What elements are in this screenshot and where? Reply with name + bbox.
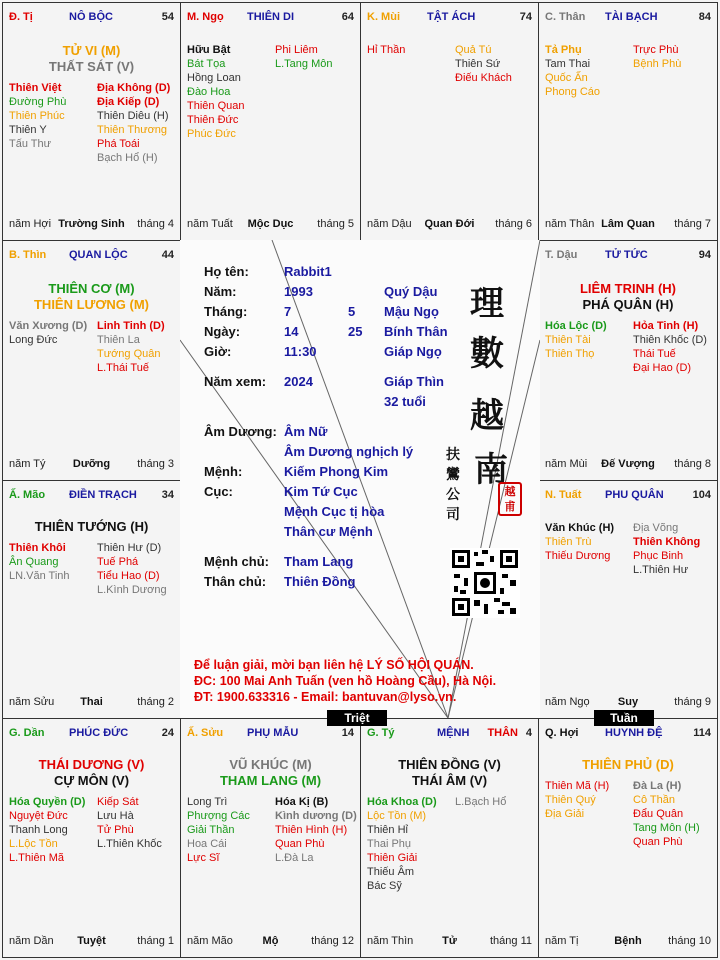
gio-label: Giờ: — [204, 344, 232, 359]
minor-star: Bệnh Phù — [633, 58, 682, 70]
truong-sinh-stage: Tuyệt — [77, 935, 106, 947]
minor-star: Thai Phụ — [367, 838, 412, 850]
left-star-column — [545, 43, 600, 99]
right-star-column — [275, 795, 357, 865]
branch-label: B. Thìn — [9, 249, 47, 261]
minor-star: Thiên Sứ — [455, 58, 501, 70]
minor-star: Địa Kiếp (D) — [97, 96, 160, 108]
branch-label: Ấ. Mão — [9, 489, 46, 501]
palace-header — [367, 11, 532, 25]
calligraphy-char: 越 — [470, 396, 504, 436]
palace-footer — [545, 458, 711, 472]
calligraphy-small-char: 司 — [446, 507, 460, 523]
minor-star: Thiên Thương — [97, 124, 168, 136]
gio-can-chi: Giáp Ngọ — [384, 344, 442, 359]
calligraphy-char: 南 — [474, 450, 508, 490]
minor-star: Thiên Đức — [187, 114, 239, 126]
month-label: tháng 7 — [674, 218, 711, 230]
palace-name: PHU QUÂN — [605, 489, 664, 501]
dai-van-number: 84 — [698, 11, 711, 23]
truong-sinh-stage: Mộ — [262, 935, 279, 947]
branch-label: Ấ. Sửu — [187, 727, 224, 739]
palace-footer — [9, 696, 174, 710]
month-label: tháng 9 — [674, 696, 711, 708]
right-star-column — [633, 319, 707, 375]
main-star: CỰ MÔN (V) — [53, 773, 130, 788]
palace-footer — [9, 935, 174, 949]
left-star-column — [367, 795, 437, 893]
minor-star: Địa Võng — [633, 522, 679, 534]
year-label: năm Tị — [545, 935, 579, 947]
am-duong-label: Âm Dương: — [204, 424, 277, 439]
minor-star: Thiên Trù — [545, 536, 592, 548]
palace-footer — [187, 218, 354, 232]
than-chu-label: Thân chủ: — [204, 574, 267, 589]
right-star-column — [97, 541, 167, 597]
minor-star: Quan Phù — [275, 838, 325, 850]
left-star-column — [187, 43, 244, 141]
minor-star: Hồng Loan — [187, 72, 241, 84]
main-star: THAM LANG (M) — [219, 773, 322, 788]
palace-cell[interactable] — [360, 2, 539, 241]
minor-star: Thiên Hư (D) — [97, 542, 162, 554]
calligraphy-small-char: 公 — [446, 487, 460, 503]
palace-header — [187, 11, 354, 25]
palace-header — [545, 11, 711, 25]
minor-star: Đẩu Quân — [633, 808, 684, 820]
right-star-column — [633, 43, 681, 71]
menh-chu-label: Mệnh chủ: — [204, 554, 269, 569]
branch-label: G. Dần — [9, 727, 45, 739]
month-label: tháng 1 — [137, 935, 174, 947]
branch-label: Q. Hợi — [545, 727, 579, 739]
year-label: năm Dần — [9, 935, 54, 947]
minor-star: L.Thiên Mã — [9, 852, 65, 864]
minor-star: Hóa Khoa (D) — [367, 796, 437, 808]
year-label: năm Mão — [187, 935, 233, 947]
minor-star: Tấu Thư — [9, 138, 52, 150]
cuc-note-1: Mệnh Cục tị hòa — [284, 504, 385, 519]
minor-star: Thanh Long — [9, 824, 68, 836]
minor-star: Lộc Tồn (M) — [367, 810, 427, 822]
minor-star: Đại Hao (D) — [633, 362, 692, 374]
minor-star: Thiên Khôi — [9, 542, 66, 554]
dai-van-number: 14 — [341, 727, 354, 739]
month-label: tháng 6 — [495, 218, 532, 230]
minor-star: Tiểu Hao (D) — [97, 570, 160, 582]
nam-xem-label: Năm xem: — [204, 374, 267, 389]
center-info-panel — [180, 240, 540, 718]
minor-star: Thiên Hình (H) — [275, 824, 348, 836]
contact-line-1: Để luận giải, mời bạn liên hệ LÝ SỐ HỘI QUÁN. — [194, 658, 474, 672]
minor-star: Hóa Kị (B) — [275, 796, 329, 808]
right-star-column — [97, 319, 165, 375]
palace-footer — [9, 218, 174, 232]
menh-chu-value: Tham Lang — [284, 554, 354, 569]
left-star-column — [9, 795, 85, 865]
palace-header — [545, 249, 711, 263]
palace-footer — [545, 935, 711, 949]
right-star-column — [97, 795, 162, 851]
minor-star: Tam Thai — [545, 58, 591, 70]
truong-sinh-stage: Trường Sinh — [58, 218, 125, 230]
palace-name: PHỤ MẪU — [247, 727, 299, 739]
year-label: năm Sửu — [9, 696, 55, 708]
palace-footer — [545, 218, 711, 232]
ngay-label: Ngày: — [204, 324, 241, 339]
minor-star: L.Lộc Tồn — [9, 838, 58, 850]
right-star-column — [97, 81, 170, 165]
contact-address: ĐC: 100 Mai Anh Tuấn (ven hồ Hoàng Cầu), Hà Nội. — [194, 674, 497, 688]
minor-star: LN.Văn Tinh — [9, 570, 70, 582]
main-star: LIÊM TRINH (H) — [579, 281, 677, 296]
year-label: năm Dậu — [367, 218, 412, 230]
ngay-duong: 14 — [284, 324, 299, 339]
minor-star: Đường Phù — [9, 96, 67, 108]
palace-header — [545, 489, 711, 503]
minor-star: Thiên Hỉ — [367, 824, 408, 836]
am-duong-note: Âm Dương nghịch lý — [284, 444, 414, 459]
truong-sinh-stage: Dưỡng — [72, 458, 111, 470]
minor-star: L.Thiên Khốc — [97, 838, 162, 850]
minor-star: Giải Thần — [187, 824, 235, 836]
tuoi-value: 32 tuổi — [384, 394, 426, 409]
month-label: tháng 11 — [489, 935, 532, 947]
minor-star: Thái Tuế — [633, 348, 676, 360]
palace-header — [9, 489, 174, 503]
dai-van-number: 74 — [519, 11, 532, 23]
minor-star: Long Trì — [187, 796, 228, 808]
calligraphy-small-char: 鸞 — [446, 467, 460, 483]
minor-star: Phúc Đức — [187, 128, 236, 140]
year-label: năm Thân — [545, 218, 595, 230]
minor-star: Đào Hoa — [187, 86, 231, 98]
year-label: năm Tý — [9, 458, 46, 470]
truong-sinh-stage: Quan Đới — [424, 218, 475, 230]
main-star: PHÁ QUÂN (H) — [582, 297, 674, 312]
palace-name: ĐIỀN TRẠCH — [69, 489, 137, 501]
palace-name: PHÚC ĐỨC — [69, 727, 129, 739]
main-star: VŨ KHÚC (M) — [229, 757, 312, 772]
minor-star: Hóa Quyền (D) — [9, 796, 86, 808]
tuan-marker: Tuần — [594, 710, 654, 726]
left-star-column — [9, 81, 66, 151]
minor-star: L.Thái Tuế — [97, 362, 149, 374]
minor-star: Thiên Quý — [545, 794, 596, 806]
dai-van-number: 54 — [161, 11, 174, 23]
main-star: THÁI ÂM (V) — [411, 773, 488, 788]
minor-star: L.Tang Môn — [275, 58, 333, 70]
palace-name: TÀI BẠCH — [605, 11, 658, 23]
minor-star: Văn Xương (D) — [9, 320, 88, 332]
main-star: THẤT SÁT (V) — [48, 59, 135, 74]
left-star-column — [545, 779, 609, 821]
right-star-column — [275, 43, 332, 71]
truong-sinh-stage: Bệnh — [614, 935, 642, 947]
thang-can-chi: Mậu Ngọ — [384, 304, 439, 319]
minor-star: Kình dương (D) — [275, 810, 357, 822]
minor-star: Thiên Thọ — [545, 348, 595, 360]
ho-ten-value: Rabbit1 — [284, 264, 332, 279]
dai-van-number: 24 — [161, 727, 174, 739]
qr-code[interactable] — [450, 548, 520, 618]
minor-star: Địa Giải — [545, 808, 585, 820]
menh-value: Kiếm Phong Kim — [284, 464, 389, 479]
month-label: tháng 8 — [674, 458, 711, 470]
minor-star: Hỉ Thần — [367, 44, 406, 56]
minor-star: Quốc Ấn — [545, 72, 588, 84]
minor-star: Phục Binh — [633, 550, 684, 562]
minor-star: Thiên Mã (H) — [545, 780, 610, 792]
minor-star: Thiên Khốc (D) — [633, 334, 707, 346]
month-label: tháng 5 — [317, 218, 354, 230]
gio-value: 11:30 — [284, 344, 317, 359]
left-star-column — [545, 521, 614, 563]
left-star-column — [9, 541, 70, 583]
branch-label: M. Ngọ — [187, 11, 224, 23]
left-star-column — [545, 319, 607, 361]
branch-label: T. Dậu — [545, 249, 578, 261]
minor-star: L.Kình Dương — [97, 584, 167, 596]
dai-van-number: 4 — [525, 727, 532, 739]
minor-star: Thiên Y — [9, 124, 47, 136]
month-label: tháng 3 — [137, 458, 174, 470]
palace-header — [367, 727, 532, 741]
minor-star: Thiên Giải — [367, 852, 418, 864]
minor-star: Đà La (H) — [633, 780, 682, 792]
minor-star: Tướng Quân — [97, 348, 161, 360]
palace-cell[interactable] — [180, 2, 361, 241]
year-label: năm Thìn — [367, 935, 414, 947]
month-label: tháng 12 — [311, 935, 354, 947]
palace-name: MỆNH — [437, 727, 470, 739]
branch-label: K. Mùi — [367, 11, 400, 23]
palace-cell[interactable] — [2, 240, 181, 481]
month-label: tháng 2 — [137, 696, 174, 708]
left-star-column — [367, 43, 405, 57]
palace-name: THIÊN DI — [247, 11, 295, 23]
main-stars — [361, 757, 538, 789]
thang-duong: 7 — [284, 304, 292, 319]
minor-star: Tả Phụ — [545, 44, 582, 56]
month-label: tháng 4 — [137, 218, 174, 230]
palace-footer — [9, 458, 174, 472]
minor-star: Hoa Cái — [187, 838, 227, 850]
left-star-column — [187, 795, 250, 865]
branch-label: Đ. Tị — [9, 11, 33, 23]
dai-van-number: 114 — [693, 727, 711, 739]
minor-star: Bác Sỹ — [367, 880, 402, 892]
main-star: THIÊN LƯƠNG (M) — [33, 297, 150, 312]
year-label: năm Mùi — [545, 458, 588, 470]
minor-star: Thiếu Dương — [545, 550, 611, 562]
minor-star: Bạch Hổ (H) — [97, 152, 158, 164]
palace-footer — [367, 935, 532, 949]
palace-cell[interactable] — [180, 718, 361, 958]
dai-van-number: 94 — [698, 249, 711, 261]
am-duong-value: Âm Nữ — [284, 424, 328, 439]
truong-sinh-stage: Suy — [617, 696, 639, 708]
minor-star: Tuế Phá — [97, 556, 139, 568]
palace-header — [545, 727, 711, 741]
minor-star: Thiên Tài — [545, 334, 591, 346]
menh-label: Mệnh: — [204, 464, 243, 479]
palace-cell[interactable] — [360, 718, 539, 958]
calligraphy-char: 數 — [470, 334, 504, 374]
branch-label: G. Tý — [367, 727, 395, 739]
than-marker: THÂN — [487, 727, 518, 739]
contact-phone-email[interactable]: ĐT: 1900.633316 - Email: bantuvan@lyso.vn. — [194, 690, 457, 704]
main-stars — [181, 757, 360, 789]
main-stars — [539, 757, 717, 773]
minor-star: Điếu Khách — [455, 72, 512, 84]
left-star-column — [9, 319, 87, 347]
main-stars — [3, 43, 180, 75]
truong-sinh-stage: Thai — [80, 696, 103, 708]
main-star: THIÊN PHỦ (D) — [582, 757, 674, 772]
nam-value: 1993 — [284, 284, 313, 299]
palace-cell[interactable] — [2, 480, 181, 719]
year-label: năm Tuất — [187, 218, 233, 230]
palace-footer — [545, 696, 711, 710]
nam-label: Năm: — [204, 284, 237, 299]
truong-sinh-stage: Tử — [442, 935, 457, 947]
ngay-am: 25 — [348, 324, 363, 339]
minor-star: Kiếp Sát — [97, 796, 139, 808]
right-star-column — [633, 521, 700, 577]
palace-header — [9, 727, 174, 741]
main-star: THIÊN TƯỚNG (H) — [34, 519, 149, 534]
calligraphy-char: 理 — [470, 284, 504, 324]
minor-star: Bát Tọa — [187, 58, 226, 70]
palace-cell[interactable] — [538, 240, 718, 481]
cuc-value: Kim Tứ Cục — [284, 484, 358, 499]
thang-am: 5 — [348, 304, 356, 319]
minor-star: Thiên Không — [633, 536, 701, 548]
right-star-column — [455, 795, 506, 809]
minor-star: Văn Khúc (H) — [545, 522, 615, 534]
minor-star: Phi Liêm — [275, 44, 318, 56]
minor-star: Ân Quang — [9, 556, 59, 568]
nam-can-chi: Quý Dậu — [384, 284, 438, 299]
minor-star: Trực Phù — [633, 44, 679, 56]
dai-van-number: 104 — [692, 489, 711, 501]
minor-star: Phá Toái — [97, 138, 140, 150]
ngay-can-chi: Bính Thân — [384, 324, 448, 339]
right-star-column — [633, 779, 700, 849]
minor-star: Hữu Bật — [187, 44, 231, 56]
minor-star: Thiên Diêu (H) — [97, 110, 169, 122]
minor-star: Thiên Phúc — [9, 110, 65, 122]
branch-label: C. Thân — [545, 11, 586, 23]
minor-star: Linh Tinh (D) — [97, 320, 165, 332]
calligraphy-small-char: 扶 — [446, 447, 460, 463]
dai-van-number: 64 — [341, 11, 354, 23]
minor-star: Quan Phù — [633, 836, 683, 848]
minor-star: Phượng Các — [187, 810, 250, 822]
truong-sinh-stage: Đế Vượng — [601, 458, 655, 470]
cuc-note-2: Thân cư Mệnh — [284, 524, 373, 539]
palace-cell[interactable] — [538, 480, 718, 719]
minor-star: Lực Sĩ — [187, 852, 220, 864]
minor-star: L.Bạch Hổ — [455, 796, 507, 808]
minor-star: Thiên Việt — [9, 82, 62, 94]
palace-footer — [367, 218, 532, 232]
main-star: THIÊN CƠ (M) — [48, 281, 135, 296]
dai-van-number: 44 — [161, 249, 174, 261]
main-stars — [3, 757, 180, 789]
year-label: năm Hợi — [9, 218, 52, 230]
minor-star: L.Thiên Hư — [633, 564, 689, 576]
palace-header — [187, 727, 354, 741]
truong-sinh-stage: Lâm Quan — [601, 218, 655, 230]
palace-footer — [187, 935, 354, 949]
palace-cell[interactable] — [2, 2, 181, 241]
minor-star: Cô Thần — [633, 794, 675, 806]
minor-star: Hỏa Tinh (H) — [633, 320, 699, 332]
triet-marker: Triệt — [327, 710, 387, 726]
palace-cell[interactable] — [538, 718, 718, 958]
seal-text: 越甫 — [504, 485, 516, 513]
minor-star: Long Đức — [9, 334, 58, 346]
cuc-label: Cục: — [204, 484, 233, 499]
palace-header — [9, 11, 174, 25]
right-star-column — [455, 43, 512, 85]
main-stars — [3, 519, 180, 535]
minor-star: Nguyệt Đức — [9, 810, 68, 822]
palace-name: TẬT ÁCH — [427, 11, 476, 23]
branch-label: N. Tuất — [545, 489, 582, 501]
red-seal — [498, 482, 522, 516]
palace-name: TỬ TỨC — [605, 249, 648, 261]
main-star: TỬ VI (M) — [62, 43, 121, 58]
main-stars — [539, 281, 717, 313]
minor-star: Tang Môn (H) — [633, 822, 700, 834]
minor-star: Địa Không (D) — [97, 82, 171, 94]
palace-name: QUAN LỘC — [69, 249, 128, 261]
minor-star: Tử Phù — [97, 824, 134, 836]
minor-star: L.Đà La — [275, 852, 314, 864]
ho-ten-label: Họ tên: — [204, 264, 249, 279]
palace-name: HUYNH ĐỆ — [605, 727, 663, 739]
qr-code-graphic — [450, 548, 520, 618]
palace-cell[interactable] — [538, 2, 718, 241]
truong-sinh-stage: Mộc Dục — [247, 218, 294, 230]
thang-label: Tháng: — [204, 304, 248, 319]
minor-star: Quả Tú — [455, 44, 492, 56]
than-chu-value: Thiên Đồng — [284, 574, 356, 589]
nam-xem-can-chi: Giáp Thìn — [384, 374, 444, 389]
minor-star: Lưu Hà — [97, 810, 134, 822]
main-star: THIÊN ĐỒNG (V) — [398, 757, 501, 772]
year-label: năm Ngọ — [545, 696, 590, 708]
minor-star: Thiếu Âm — [367, 866, 415, 878]
palace-name: NÔ BỘC — [69, 11, 113, 23]
nam-xem-value: 2024 — [284, 374, 313, 389]
main-stars — [3, 281, 180, 313]
minor-star: Thiên Quan — [187, 100, 245, 112]
minor-star: Hóa Lộc (D) — [545, 320, 607, 332]
minor-star: Thiên La — [97, 334, 140, 346]
main-star: THÁI DƯƠNG (V) — [38, 757, 145, 772]
minor-star: Phong Cáo — [545, 86, 601, 98]
palace-header — [9, 249, 174, 263]
month-label: tháng 10 — [668, 935, 711, 947]
dai-van-number: 34 — [161, 489, 174, 501]
palace-cell[interactable] — [2, 718, 181, 958]
